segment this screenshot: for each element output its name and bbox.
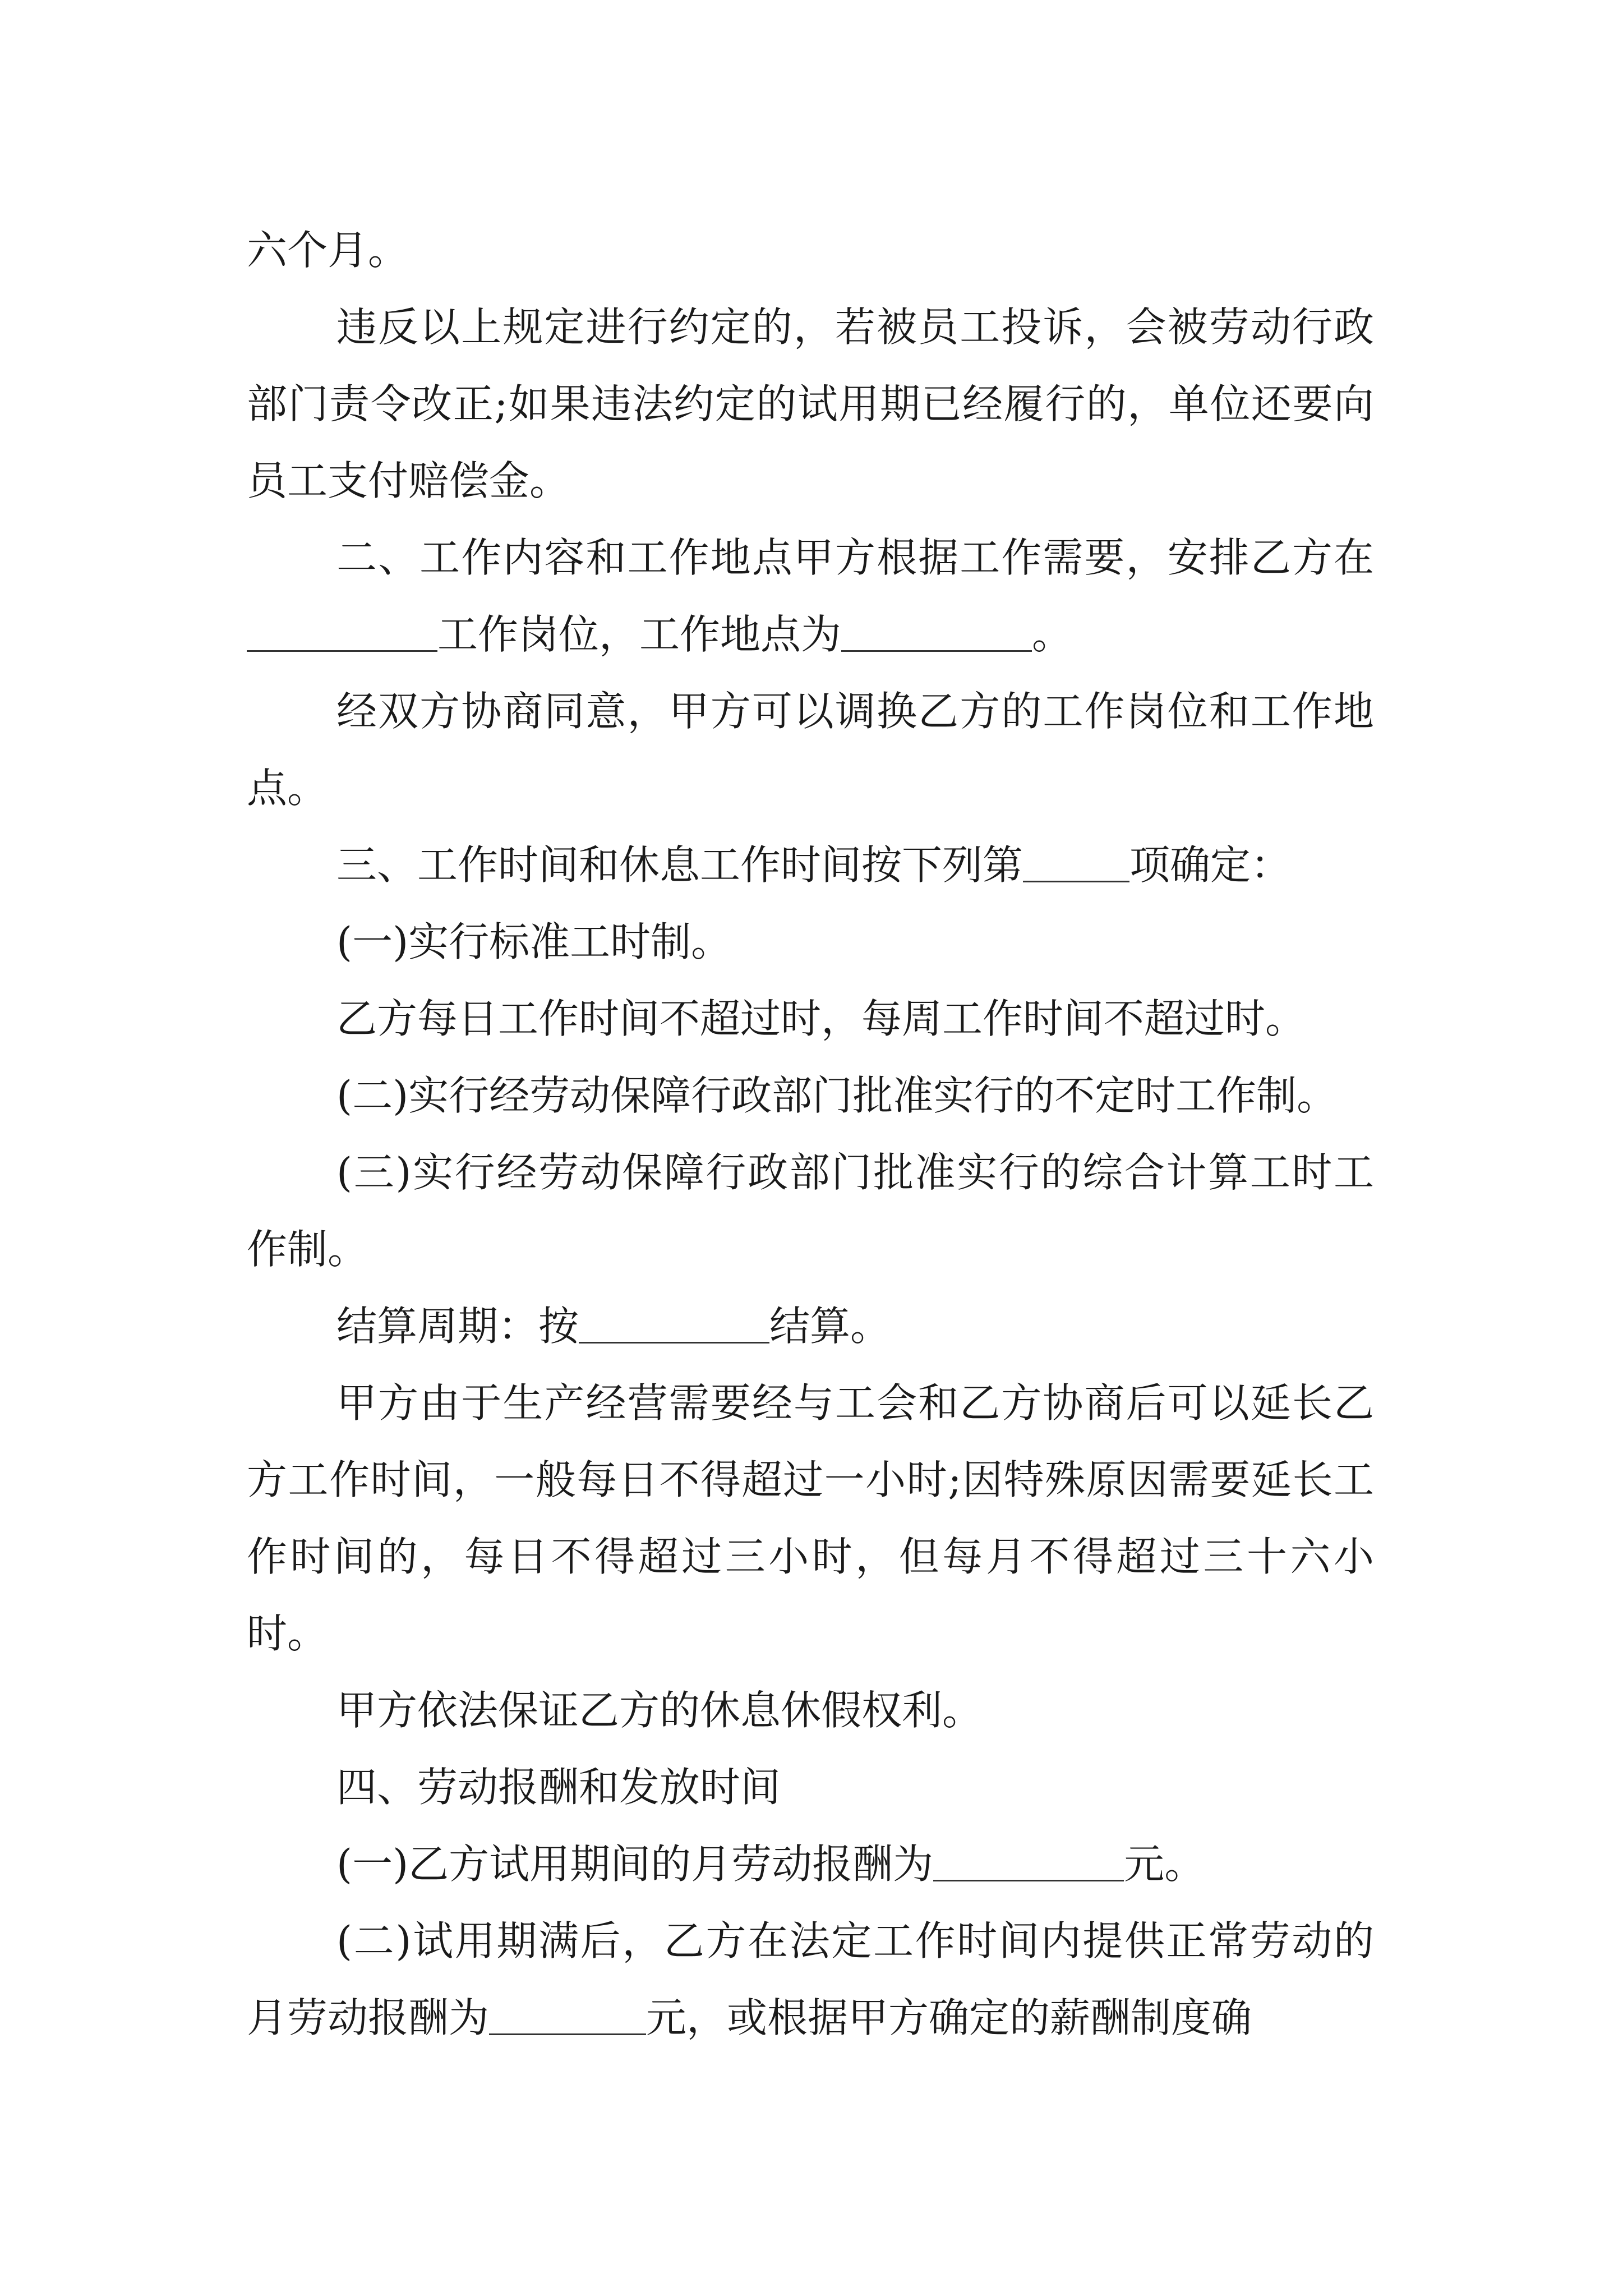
paragraph-overtime-rules xyxy=(247,1365,1374,1672)
paragraph-text: 甲方由于生产经营需要经与工会和乙方协商后可以延长乙方工作时间，一般每日不得超过一小时;因特殊原因需要延长工作时间的，每日不得超过三小时，但每月不得超过三十六小时。 xyxy=(247,1379,1374,1657)
paragraph-text: 六个月。 xyxy=(247,227,409,274)
paragraph-standard-hours xyxy=(247,904,1374,981)
paragraph-text: 乙方每日工作时间不超过时，每周工作时间不超过时。 xyxy=(336,995,1306,1042)
paragraph-text: 甲方依法保证乙方的休息休假权利。 xyxy=(336,1687,983,1734)
paragraph-section-4-heading xyxy=(247,1749,1374,1826)
paragraph-text: (二)试用期满后，乙方在法定工作时间内提供正常劳动的月劳动报酬为 xyxy=(247,1917,1374,2041)
paragraph-rest-rights xyxy=(247,1672,1374,1749)
fill-blank-regular-salary[interactable] xyxy=(489,1994,646,2035)
paragraph-section-3-work-time xyxy=(247,827,1374,904)
paragraph-text: 二、工作内容和工作地点甲方根据工作需要，安排乙方在 xyxy=(336,534,1374,581)
paragraph-settlement-cycle xyxy=(247,1288,1374,1365)
paragraph-text: 工作岗位，工作地点为 xyxy=(437,611,842,658)
fill-blank-probation-salary[interactable] xyxy=(933,1841,1124,1881)
paragraph-text: 元，或根据甲方确定的薪酬制度确 xyxy=(646,1994,1252,2041)
paragraph-violation-consequence xyxy=(247,289,1374,519)
paragraph-regular-pay xyxy=(247,1903,1374,2056)
paragraph-text: 经双方协商同意，甲方可以调换乙方的工作岗位和工作地点。 xyxy=(247,688,1374,812)
paragraph-text: (一)乙方试用期间的月劳动报酬为 xyxy=(336,1841,934,1888)
paragraph-text: 四、劳动报酬和发放时间 xyxy=(336,1764,781,1811)
document-body xyxy=(247,212,1374,2056)
paragraph-text: 结算。 xyxy=(769,1303,891,1350)
paragraph-comprehensive-hours xyxy=(247,1134,1374,1288)
fill-blank-settlement-period[interactable] xyxy=(579,1303,769,1343)
paragraph-text: 元。 xyxy=(1124,1841,1205,1888)
paragraph-continuation xyxy=(247,212,1374,289)
paragraph-section-2-work-content xyxy=(247,519,1374,673)
paragraph-text: 违反以上规定进行约定的，若被员工投诉，会被劳动行政部门责令改正;如果违法约定的试用期已经履行的，单位还要向员工支付赔偿金。 xyxy=(247,303,1374,504)
paragraph-text: 项确定： xyxy=(1129,841,1292,889)
paragraph-text: 三、工作时间和休息工作时间按下列第 xyxy=(336,841,1023,889)
fill-blank-location[interactable] xyxy=(841,611,1032,652)
paragraph-post-adjustment xyxy=(247,673,1374,827)
paragraph-text: (三)实行经劳动保障行政部门批准实行的综合计算工时工作制。 xyxy=(247,1149,1374,1273)
fill-blank-item-number[interactable] xyxy=(1023,841,1129,882)
paragraph-text: (一)实行标准工时制。 xyxy=(336,918,732,965)
paragraph-text: 结算周期：按 xyxy=(336,1303,579,1350)
paragraph-text: (二)实行经劳动保障行政部门批准实行的不定时工作制。 xyxy=(336,1072,1338,1119)
paragraph-daily-weekly-hours xyxy=(247,981,1374,1057)
paragraph-probation-pay xyxy=(247,1826,1374,1903)
paragraph-text: 。 xyxy=(1032,611,1073,658)
fill-blank-post[interactable] xyxy=(247,611,437,652)
paragraph-flexible-hours xyxy=(247,1057,1374,1134)
